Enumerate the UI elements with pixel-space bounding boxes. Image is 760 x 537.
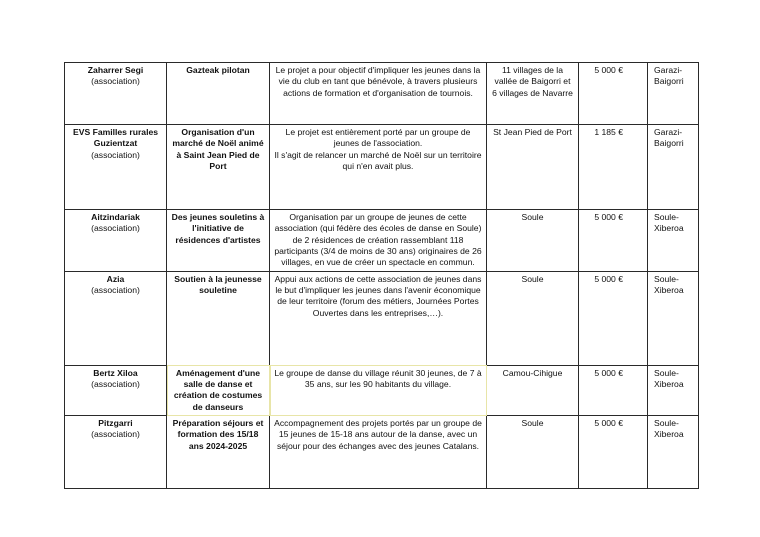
org-name: EVS Familles rurales Guzientzat (72, 127, 159, 149)
org-name: Aitzindariak (91, 212, 140, 222)
amount-cell: 5 000 € (579, 210, 648, 272)
project-description: Appui aux actions de cette association de jeunes dans le but d'impliquer les jeunes dans l'avenir économique de leur territoire (forum des métiers, Journées Portes Ouvertes dans les entreprises,…). (274, 273, 482, 318)
org-name: Zaharrer Segi (87, 65, 144, 75)
amount-cell: 1 185 € (579, 125, 648, 210)
location-cell: Soule (487, 416, 579, 489)
org-cell (65, 365, 167, 415)
description-cell (270, 63, 487, 125)
location-cell: Soule (487, 210, 579, 272)
amount-cell: 5 000 € (579, 365, 648, 415)
territory-cell: Soule-Xiberoa (648, 271, 699, 365)
project-description: Le projet a pour objectif d'impliquer les jeunes dans la vie du club en tant que bénévole, à travers plusieurs actions de formation et d'organisation de tournois. (275, 65, 481, 98)
project-title: Gazteak pilotan (186, 65, 250, 75)
territory-cell: Garazi-Baigorri (648, 63, 699, 125)
location-cell: Soule (487, 271, 579, 365)
org-type: (association) (91, 379, 140, 390)
territory-cell: Soule-Xiberoa (648, 365, 699, 415)
org-type: (association) (91, 223, 140, 234)
org-cell (65, 125, 167, 210)
project-cell (167, 63, 270, 125)
project-cell (167, 271, 270, 365)
grants-table (64, 62, 699, 489)
description-cell (270, 125, 487, 210)
project-description: Le groupe de danse du village réunit 30 jeunes, de 7 à 35 ans, sur les 90 habitants du village. (274, 367, 482, 390)
territory-cell: Soule-Xiberoa (648, 210, 699, 272)
amount-cell: 5 000 € (579, 416, 648, 489)
amount-cell: 5 000 € (579, 63, 648, 125)
org-name: Azia (106, 273, 125, 284)
org-cell (65, 416, 167, 489)
territory-cell: Soule-Xiberoa (648, 416, 699, 489)
description-cell (270, 416, 487, 489)
location-cell: Camou-Cihigue (487, 365, 579, 415)
project-description: Organisation par un groupe de jeunes de cette association (qui fédère des écoles de danse en Soule) de 2 résidences de création rassemblant 118 participants (3/4 de moins de 30 ans) originaires de 26 villages, en vue de créer un spectacle en commun. (274, 212, 482, 268)
table-row (65, 125, 699, 210)
table-row (65, 210, 699, 272)
org-name: Bertz Xiloa (93, 367, 138, 378)
location-cell: St Jean Pied de Port (487, 125, 579, 210)
amount-cell: 5 000 € (579, 271, 648, 365)
project-description: Accompagnement des projets portés par un groupe de 15 jeunes de 15-18 ans autour de la danse, avec un séjour pour des échanges avec des jeunes Catalans. (274, 418, 482, 451)
description-cell (270, 365, 487, 415)
description-cell (270, 271, 487, 365)
org-type: (association) (91, 149, 140, 160)
org-cell (65, 63, 167, 125)
project-cell (167, 125, 270, 210)
org-type: (association) (91, 76, 140, 87)
description-cell (270, 210, 487, 272)
territory-cell: Garazi-Baigorri (648, 125, 699, 210)
table-row (65, 63, 699, 125)
project-title: Préparation séjours et formation des 15/18 ans 2024-2025 (172, 418, 264, 451)
org-name: Pitzgarri (98, 418, 133, 429)
project-cell (167, 365, 270, 415)
project-title: Organisation d'un marché de Noël animé à Saint Jean Pied de Port (172, 127, 264, 172)
project-cell (167, 210, 270, 272)
project-title: Soutien à la jeunesse souletine (174, 273, 262, 296)
org-type: (association) (91, 429, 140, 440)
org-cell (65, 271, 167, 365)
table-row (65, 416, 699, 489)
project-cell (167, 416, 270, 489)
table-row (65, 365, 699, 415)
org-cell (65, 210, 167, 272)
org-type: (association) (91, 285, 140, 296)
project-title: Des jeunes souletins à l'initiative de résidences d'artistes (171, 212, 265, 245)
project-title: Aménagement d'une salle de danse et création de costumes de danseurs (173, 367, 263, 412)
location-cell: 11 villages de la vallée de Baigorri et 6 villages de Navarre (487, 63, 579, 125)
project-description: Le projet est entièrement porté par un groupe de jeunes de l'association. Il s'agit de relancer un marché de Noël sur un territoire qui n'en avait plus. (274, 127, 482, 172)
table-row (65, 271, 699, 365)
